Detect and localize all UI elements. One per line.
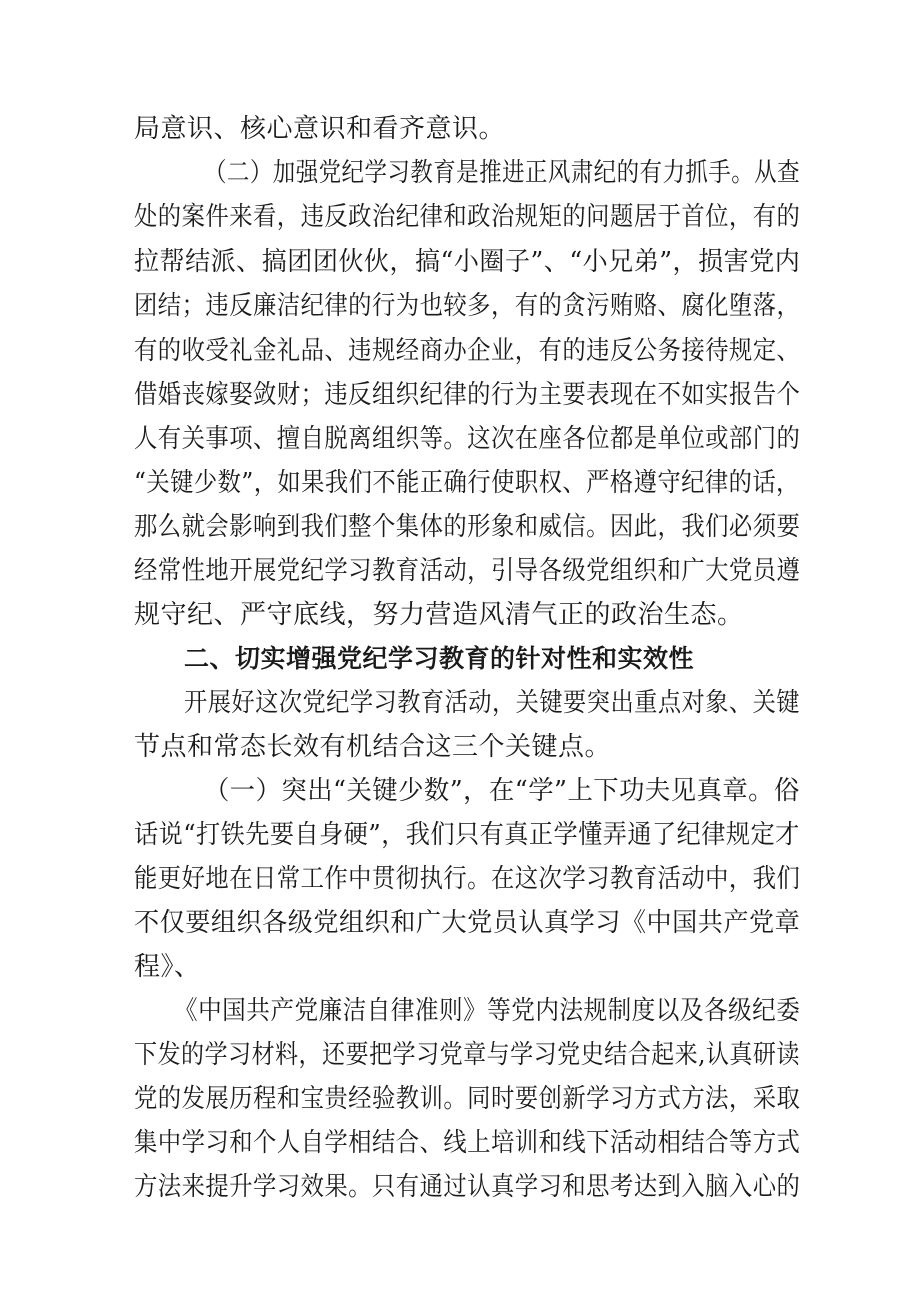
text-line: 程》、 <box>134 952 201 982</box>
text-line: 集中学习和个人自学相结合、线上培训和线下活动相结合等方式 <box>134 1128 801 1158</box>
text-line: 拉帮结派、搞团团伙伙，搞“小圈子”、“小兄弟”，损害党内 <box>134 247 801 277</box>
text-line: 《中国共产党廉洁自律准则》等党内法规制度以及各级纪委 <box>174 996 801 1026</box>
text-line: 经常性地开展党纪学习教育活动，引导各级党组织和广大党员遵 <box>134 556 801 586</box>
text-line: 人有关事项、擅自脱离组织等。这次在座各位都是单位或部门的 <box>134 424 801 454</box>
section-heading: 二、切实增强党纪学习教育的针对性和实效性 <box>184 644 695 673</box>
text-line: 方法来提升学习效果。只有通过认真学习和思考达到入脑入心的 <box>134 1172 801 1202</box>
text-line: 节点和常态长效有机结合这三个关键点。 <box>134 732 612 762</box>
text-line: 话说“打铁先要自身硬”，我们只有真正学懂弄通了纪律规定才 <box>134 820 800 850</box>
text-line: 借婚丧嫁娶敛财；违反组织纪律的行为主要表现在不如实报告个 <box>134 380 801 410</box>
text-line: 有的收受礼金礼品、违规经商办企业，有的违反公务接待规定、 <box>134 336 801 366</box>
text-line: 处的案件来看，违反政治纪律和政治规矩的问题居于首位，有的 <box>134 202 801 232</box>
text-line: “关键少数”，如果我们不能正确行使职权、严格遵守纪律的话， <box>134 468 800 498</box>
text-line: 开展好这次党纪学习教育活动，关键要突出重点对象、关键 <box>184 688 800 718</box>
text-line: 党的发展历程和宝贵经验教训。同时要创新学习方式方法，采取 <box>134 1084 801 1114</box>
text-line: 那么就会影响到我们整个集体的形象和威信。因此，我们必须要 <box>134 512 801 542</box>
text-line: 不仅要组织各级党组织和广大党员认真学习《中国共产党章 <box>134 908 801 938</box>
section-heading-2: （二）加强党纪学习教育是推进正风肃纪的有力抓手。从查 <box>204 158 800 188</box>
text-line: 规守纪、严守底线，努力营造风清气正的政治生态。 <box>134 600 744 630</box>
text-line: 能更好地在日常工作中贯彻执行。在这次学习教育活动中，我们 <box>134 864 801 894</box>
text-line: 下发的学习材料，还要把学习党章与学习党史结合起来,认真研读 <box>134 1040 800 1070</box>
subsection-heading-1: （一）突出“关键少数”，在“学”上下功夫见真章。俗 <box>204 776 800 806</box>
text-line: 团结；违反廉洁纪律的行为也较多，有的贪污贿赂、腐化堕落， <box>134 291 801 321</box>
text-line: 局意识、核心意识和看齐意识。 <box>134 114 506 144</box>
